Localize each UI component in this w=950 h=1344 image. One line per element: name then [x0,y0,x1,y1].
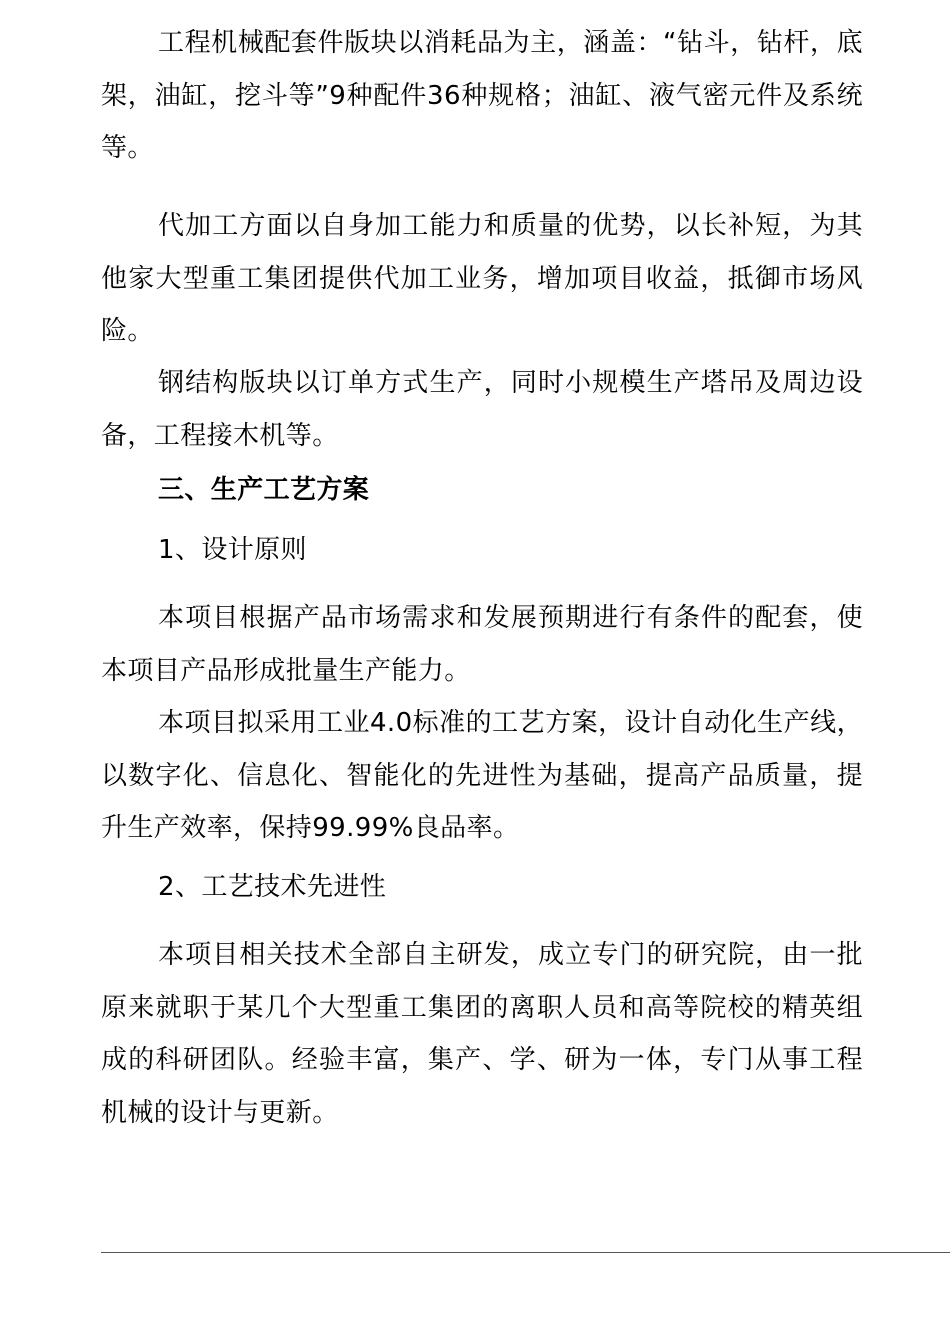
subsection-title-design-principles: 1、设计原则 [158,535,307,565]
paragraph-research-team: 本项目相关技术全部自主研发，成立专门的研究院，由一批原来就职于某几个大型重工集团的离职人员和高等院校的精英组成的科研团队。经验丰富，集产、学、研为一体，专门从事工程机械的设计与更新。 [101,940,863,1128]
paragraph-oem-processing: 代加工方面以自身加工能力和质量的优势，以长补短，为其他家大型重工集团提供代加工业务，增加项目收益，抵御市场风险。 [101,211,863,346]
paragraph-industry-4-process: 本项目拟采用工业4.0标准的工艺方案，设计自动化生产线，以数字化、信息化、智能化的先进性为基础，提高产品质量，提升生产效率，保持99.99%良品率。 [101,708,863,843]
paragraph-accessories: 工程机械配套件版块以消耗品为主，涵盖：“钻斗，钻杆，底架，油缸，挖斗等”9种配件36种规格；油缸、液气密元件及系统等。 [101,28,863,163]
paragraph-supporting-capacity: 本项目根据产品市场需求和发展预期进行有条件的配套，使本项目产品形成批量生产能力。 [101,603,863,686]
paragraph-steel-structure: 钢结构版块以订单方式生产，同时小规模生产塔吊及周边设备，工程接木机等。 [101,368,863,451]
section-title-production-process: 三、生产工艺方案 [158,475,370,505]
footer-divider [101,1252,950,1253]
subsection-title-technology-advancement: 2、工艺技术先进性 [158,872,387,902]
